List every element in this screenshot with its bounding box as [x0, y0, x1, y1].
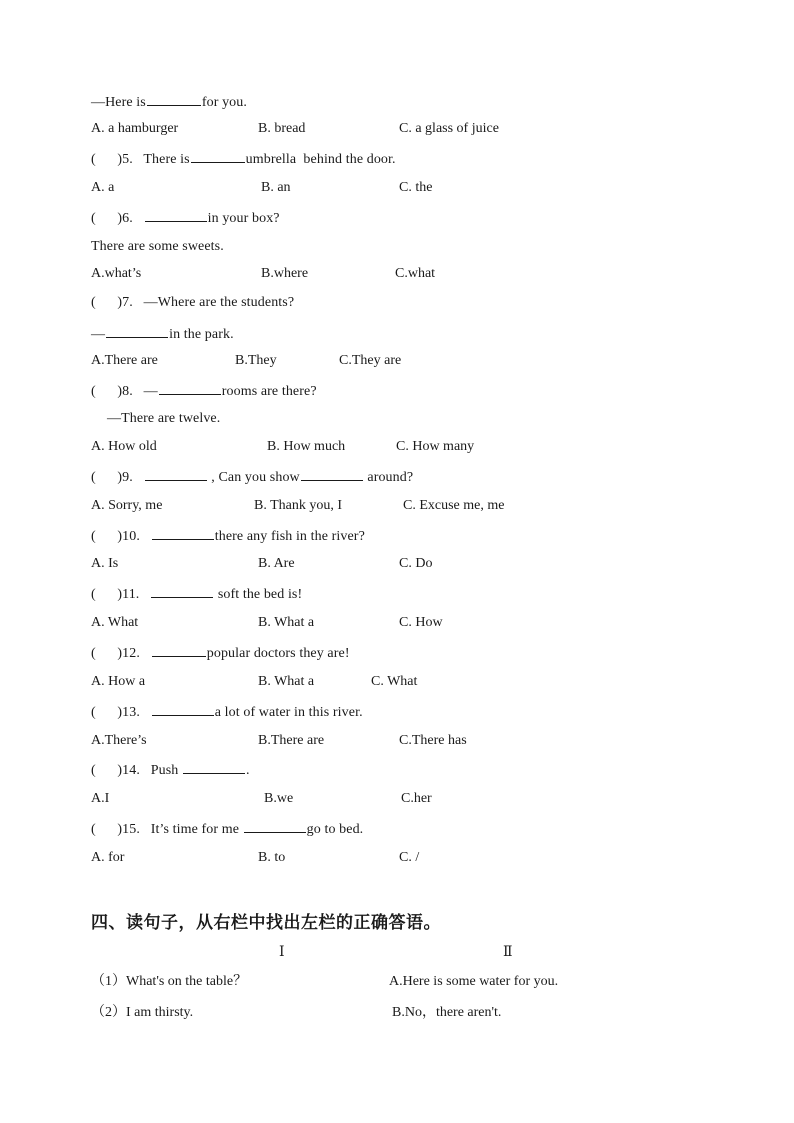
q9-option-b: B. Thank you, I — [254, 498, 343, 513]
q14-option-a: A.I — [91, 791, 110, 806]
q13-option-a: A.There’s — [91, 733, 147, 748]
question-15: ( )15. It’s time for me go to bed. — [91, 819, 363, 839]
left-item-2: （2）I am thirsty. — [91, 1005, 194, 1020]
q11-option-b: B. What a — [258, 615, 315, 630]
answer-paren[interactable]: ( )15. — [91, 822, 140, 837]
q7-option-c: C.They are — [339, 353, 402, 368]
answer-blank[interactable] — [145, 467, 207, 481]
answer-paren[interactable]: ( )12. — [91, 646, 140, 661]
q8-option-a: A. How old — [91, 439, 157, 454]
q4-text-post: for you. — [201, 95, 247, 110]
section-4-heading: 四、读句子，从右栏中找出左栏的正确答语。 — [91, 913, 441, 933]
q4-option-a: A. a hamburger — [91, 121, 179, 136]
answer-blank[interactable] — [301, 467, 363, 481]
answer-paren[interactable]: ( )6. — [91, 211, 133, 226]
question-10: ( )10. there any fish in the river? — [91, 526, 365, 546]
q5-option-b: B. an — [261, 180, 291, 195]
q13-option-c: C.There has — [399, 733, 467, 748]
column-1-label: Ⅰ — [279, 945, 285, 960]
answer-paren[interactable]: ( )13. — [91, 705, 140, 720]
q12-option-b: B. What a — [258, 674, 315, 689]
question-8: ( )8. — rooms are there? — [91, 381, 317, 401]
answer-blank[interactable] — [152, 702, 214, 716]
answer-paren[interactable]: ( )11. — [91, 587, 140, 602]
q5-option-a: A. a — [91, 180, 115, 195]
question-13: ( )13. a lot of water in this river. — [91, 702, 363, 722]
right-item-b: B.No，there aren't. — [392, 1005, 502, 1020]
question-11: ( )11. soft the bed is! — [91, 584, 302, 604]
question-7: ( )7. —Where are the students? — [91, 295, 295, 310]
q7-option-a: A.There are — [91, 353, 158, 368]
q10-option-b: B. Are — [258, 556, 295, 571]
q15-option-c: C. / — [399, 850, 420, 865]
answer-blank[interactable] — [183, 760, 245, 774]
q13-option-b: B.There are — [258, 733, 325, 748]
left-item-1: （1）What's on the table？ — [91, 974, 248, 989]
q7-reply: — in the park. — [91, 324, 234, 344]
q10-option-a: A. Is — [91, 556, 119, 571]
q8-reply: —There are twelve. — [107, 411, 221, 426]
answer-blank[interactable] — [151, 584, 213, 598]
question-4-dialog — [91, 92, 247, 112]
q5-option-c: C. the — [399, 180, 433, 195]
right-item-a: A.Here is some water for you. — [389, 974, 559, 989]
q9-option-c: C. Excuse me, me — [403, 498, 505, 513]
question-14: ( )14. Push . — [91, 760, 250, 780]
question-12: ( )12. popular doctors they are! — [91, 643, 350, 663]
q8-option-b: B. How much — [267, 439, 346, 454]
answer-paren[interactable]: ( )9. — [91, 470, 133, 485]
q15-option-b: B. to — [258, 850, 286, 865]
q6-option-c: C.what — [395, 266, 436, 281]
q14-option-c: C.her — [401, 791, 432, 806]
q12-option-c: C. What — [371, 674, 418, 689]
q4-option-b: B. bread — [258, 121, 306, 136]
q11-option-a: A. What — [91, 615, 139, 630]
question-5: ( )5. There is umbrella behind the door. — [91, 149, 396, 169]
question-6: ( )6. in your box? — [91, 208, 280, 228]
answer-blank[interactable] — [191, 149, 245, 163]
answer-paren[interactable]: ( )7. — [91, 295, 133, 310]
q4-option-c: C. a glass of juice — [399, 121, 499, 136]
answer-blank[interactable] — [145, 208, 207, 222]
answer-blank[interactable] — [147, 92, 201, 106]
q9-option-a: A. Sorry, me — [91, 498, 163, 513]
column-2-label: Ⅱ — [503, 945, 513, 960]
answer-blank[interactable] — [159, 381, 221, 395]
answer-blank[interactable] — [152, 643, 206, 657]
q10-option-c: C. Do — [399, 556, 433, 571]
answer-paren[interactable]: ( )8. — [91, 384, 133, 399]
q15-option-a: A. for — [91, 850, 125, 865]
q6-answer-line: There are some sweets. — [91, 239, 224, 254]
q14-option-b: B.we — [264, 791, 294, 806]
q4-text-pre: —Here is — [91, 95, 146, 110]
answer-paren[interactable]: ( )14. — [91, 763, 140, 778]
q6-option-a: A.what’s — [91, 266, 142, 281]
answer-blank[interactable] — [106, 324, 168, 338]
q6-option-b: B.where — [261, 266, 309, 281]
q12-option-a: A. How a — [91, 674, 146, 689]
q8-option-c: C. How many — [396, 439, 475, 454]
question-9: ( )9. , Can you show around? — [91, 467, 413, 487]
answer-paren[interactable]: ( )5. — [91, 152, 133, 167]
answer-blank[interactable] — [152, 526, 214, 540]
q7-option-b: B.They — [235, 353, 277, 368]
answer-blank[interactable] — [244, 819, 306, 833]
answer-paren[interactable]: ( )10. — [91, 529, 140, 544]
q11-option-c: C. How — [399, 615, 443, 630]
